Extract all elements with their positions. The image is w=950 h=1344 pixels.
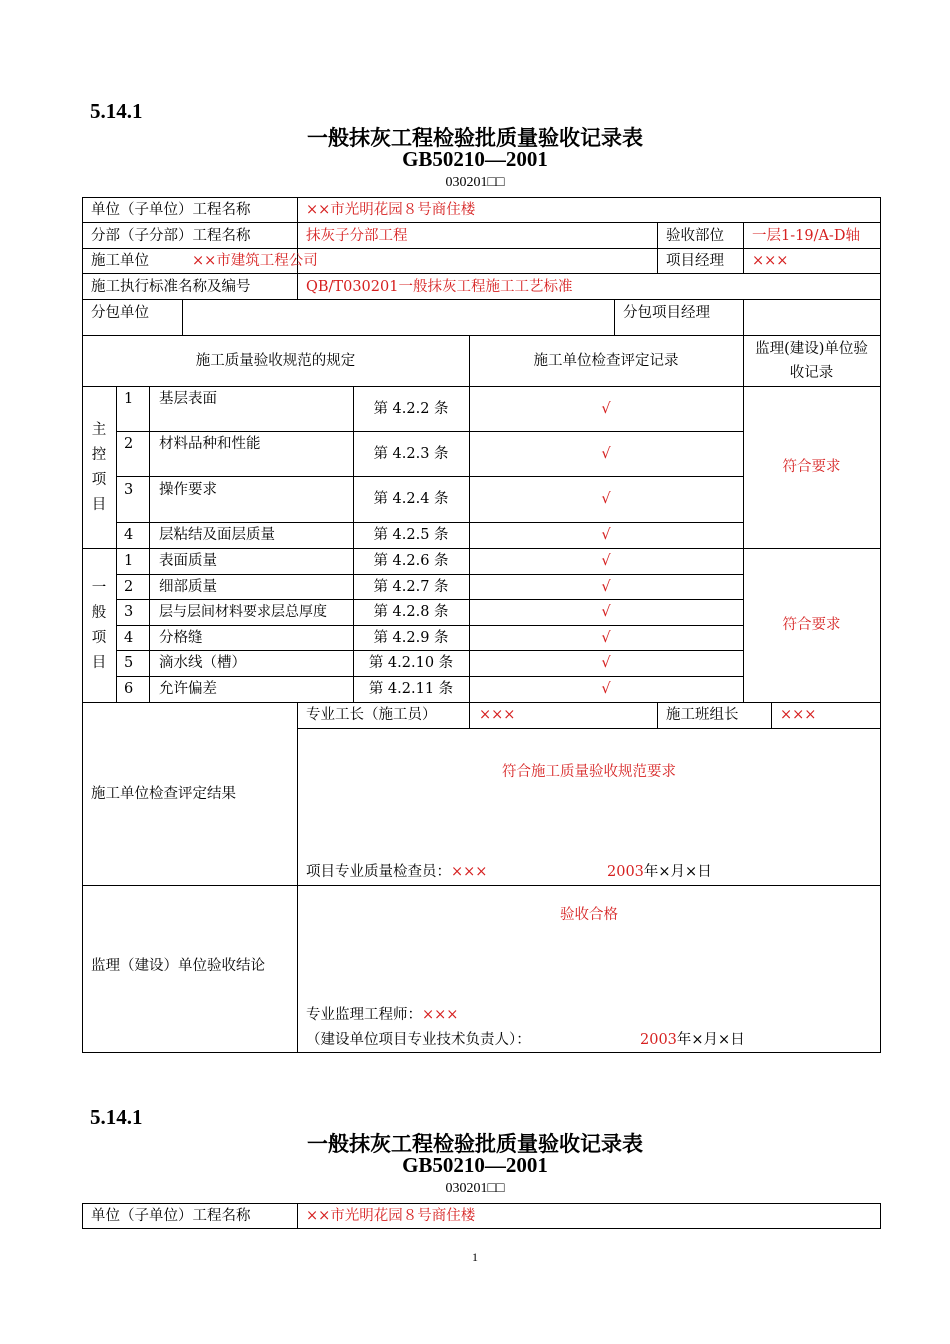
main-item-check-mark: √ [601, 401, 611, 417]
inspector-label: 项目专业质量检查员： [306, 864, 451, 880]
main-item-clause: 第 4.2.4 条 [373, 491, 449, 507]
general-item-name: 层与层间材料要求层总厚度 [159, 604, 327, 620]
foreman-label: 专业工长（施工员） [306, 707, 437, 723]
main-item-no: 2 [124, 436, 134, 452]
general-item-no: 4 [124, 630, 134, 646]
general-item-name: 滴水线（槽） [159, 655, 246, 671]
sub-project-value: 抹灰子分部工程 [306, 228, 408, 244]
sub-pm-label: 分包项目经理 [623, 305, 710, 321]
general-item-no: 3 [124, 604, 134, 620]
check-record-column-header: 施工单位检查评定记录 [533, 353, 679, 369]
inspector-line [306, 863, 487, 881]
supervision-date-year: 2003 [640, 1032, 677, 1048]
general-item-no: 5 [124, 655, 134, 671]
supervision-column-header-line1: 监理(建设)单位验 [755, 341, 868, 357]
engineer-value: ××× [422, 1007, 459, 1023]
unit-project-label: 单位（子单位）工程名称 [91, 202, 251, 218]
repeat-form-title: 一般抹灰工程检验批质量验收记录表 [307, 1131, 643, 1156]
form-title: 一般抹灰工程检验批质量验收记录表 [307, 125, 643, 150]
main-item-name: 层粘结及面层质量 [159, 527, 275, 543]
general-item-no: 1 [124, 553, 134, 569]
general-item-check-mark: √ [601, 579, 611, 595]
main-item-clause: 第 4.2.2 条 [373, 401, 449, 417]
main-item-clause: 第 4.2.5 条 [373, 527, 449, 543]
general-item-clause: 第 4.2.6 条 [373, 553, 449, 569]
sub-project-label: 分部（子分部）工程名称 [91, 228, 251, 244]
general-item-name: 分格缝 [159, 630, 203, 646]
standard-code: GB50210—2001 [402, 147, 548, 171]
general-item-no: 6 [124, 681, 134, 697]
main-items-result: 符合要求 [782, 459, 841, 475]
project-manager-label: 项目经理 [666, 253, 724, 269]
general-item-check-mark: √ [601, 655, 611, 671]
acceptance-part-value: 一层1-19/A-D轴 [752, 228, 860, 244]
main-item-no: 1 [124, 391, 134, 407]
main-item-name: 材料品种和性能 [159, 436, 261, 452]
repeat-section-number: 5.14.1 [90, 1105, 143, 1129]
page-number: 1 [472, 1250, 478, 1264]
contractor-date [607, 863, 712, 881]
general-item-clause: 第 4.2.10 条 [368, 655, 454, 671]
repeat-unit-project-label: 单位（子单位）工程名称 [91, 1208, 251, 1224]
supervision-date [640, 1031, 745, 1049]
subcontractor-label: 分包单位 [91, 305, 149, 321]
general-item-check-mark: √ [601, 604, 611, 620]
unit-project-value: ××市光明花园８号商住楼 [306, 202, 476, 218]
general-item-no: 2 [124, 579, 134, 595]
team-leader-value: ××× [780, 707, 817, 723]
main-items-label: 主控项目 [91, 422, 107, 513]
general-item-check-mark: √ [601, 630, 611, 646]
general-item-clause: 第 4.2.7 条 [373, 579, 449, 595]
general-item-name: 允许偏差 [159, 681, 217, 697]
main-item-no: 3 [124, 482, 134, 498]
contractor-conclusion: 符合施工质量验收规范要求 [502, 764, 676, 780]
spec-column-header: 施工质量验收规范的规定 [195, 353, 356, 369]
exec-standard-label: 施工执行标准名称及编号 [91, 279, 251, 295]
general-item-clause: 第 4.2.8 条 [373, 604, 449, 620]
supervision-conclusion: 验收合格 [560, 907, 618, 923]
general-item-clause: 第 4.2.11 条 [368, 681, 454, 697]
repeat-standard-code: GB50210—2001 [402, 1153, 548, 1177]
inspector-value: ××× [451, 864, 488, 880]
repeat-form-code: 030201□□ [445, 1181, 505, 1196]
main-item-no: 4 [124, 527, 134, 543]
engineer-line [306, 1006, 458, 1024]
main-item-check-mark: √ [601, 446, 611, 462]
main-item-name: 操作要求 [159, 482, 217, 498]
contractor-date-suffix: 年×月×日 [643, 864, 712, 880]
general-items-result: 符合要求 [782, 617, 841, 633]
general-item-check-mark: √ [601, 681, 611, 697]
main-item-name: 基层表面 [159, 391, 217, 407]
acceptance-part-label: 验收部位 [666, 228, 724, 244]
team-leader-label: 施工班组长 [666, 707, 739, 723]
contractor-label: 施工单位 [91, 253, 149, 269]
supervision-date-suffix: 年×月×日 [676, 1032, 745, 1048]
project-manager-value: ××× [752, 253, 789, 269]
contractor-result-label: 施工单位检查评定结果 [91, 786, 236, 802]
general-item-clause: 第 4.2.9 条 [373, 630, 449, 646]
foreman-value: ××× [479, 707, 516, 723]
general-item-name: 细部质量 [159, 579, 217, 595]
supervision-column-header-line2: 收记录 [789, 365, 834, 381]
repeat-unit-project-value: ××市光明花园８号商住楼 [306, 1208, 476, 1224]
general-item-check-mark: √ [601, 553, 611, 569]
form-code: 030201□□ [445, 175, 505, 190]
general-item-name: 表面质量 [159, 553, 217, 569]
section-number: 5.14.1 [90, 99, 143, 123]
main-item-check-mark: √ [601, 491, 611, 507]
supervision-result-label: 监理（建设）单位验收结论 [91, 958, 265, 974]
contractor-date-year: 2003 [607, 864, 644, 880]
engineer-label: 专业监理工程师： [306, 1007, 422, 1023]
exec-standard-value: QB/T030201一般抹灰工程施工工艺标准 [306, 279, 573, 295]
main-item-clause: 第 4.2.3 条 [373, 446, 449, 462]
general-items-label: 一般项目 [91, 580, 107, 671]
owner-label: （建设单位项目专业技术负责人）： [306, 1032, 531, 1048]
contractor-value: ××市建筑工程公司 [192, 253, 318, 269]
main-item-check-mark: √ [601, 527, 611, 543]
